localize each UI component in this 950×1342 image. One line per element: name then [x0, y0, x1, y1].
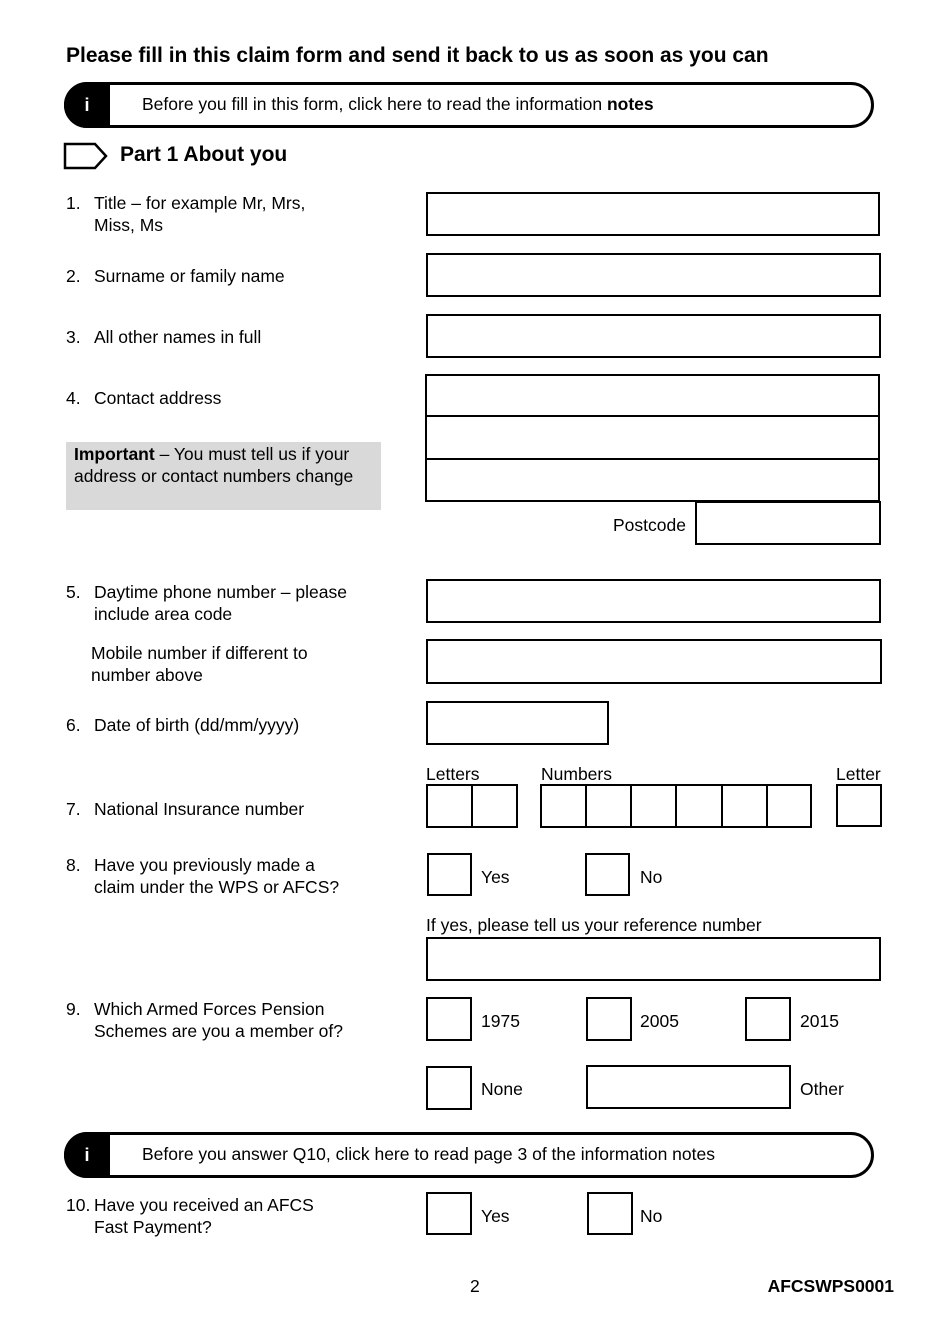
ni-number-box-3[interactable]	[630, 784, 677, 828]
info-notes-link[interactable]	[64, 82, 874, 128]
surname-input[interactable]	[426, 253, 881, 297]
q5-label: Daytime phone number – please include area code	[94, 582, 347, 624]
q8-no-label: No	[640, 867, 663, 887]
q8-yes-label: Yes	[481, 867, 510, 887]
ni-number-box-1[interactable]	[540, 784, 587, 828]
scheme-none-checkbox[interactable]	[426, 1066, 472, 1110]
q8-yes-checkbox[interactable]	[427, 853, 472, 896]
scheme-1975-label: 1975	[481, 1011, 520, 1031]
q1-number: 1.	[66, 193, 81, 213]
ni-number-box-6[interactable]	[766, 784, 812, 828]
important-note: Important – You must tell us if your address or contact numbers change	[66, 442, 381, 510]
ni-letters-caption: Letters	[426, 764, 480, 784]
scheme-1975-checkbox[interactable]	[426, 997, 472, 1041]
reference-number-input[interactable]	[426, 937, 881, 981]
info-notes-q10-link[interactable]	[64, 1132, 874, 1178]
other-names-input[interactable]	[426, 314, 881, 358]
form-code: AFCSWPS0001	[767, 1276, 894, 1296]
daytime-phone-input[interactable]	[426, 579, 881, 623]
arrow-tag-icon	[63, 142, 109, 170]
info-icon: i	[64, 82, 110, 128]
q5-number: 5.	[66, 582, 81, 602]
ni-final-letter-box[interactable]	[836, 784, 882, 827]
ni-number-box-4[interactable]	[675, 784, 723, 828]
q10-label: Have you received an AFCS Fast Payment?	[94, 1195, 314, 1237]
scheme-other-input[interactable]	[586, 1065, 791, 1109]
q10-no-label: No	[640, 1206, 663, 1226]
postcode-input[interactable]	[695, 501, 881, 545]
scheme-2005-checkbox[interactable]	[586, 997, 632, 1041]
ni-letter-box-1[interactable]	[426, 784, 473, 828]
mobile-phone-input[interactable]	[426, 639, 882, 684]
q4-label: Contact address	[94, 388, 222, 408]
q9-number: 9.	[66, 999, 81, 1019]
info-notes-text: Before you fill in this form, click here to read the information notes	[142, 94, 654, 114]
q10-yes-label: Yes	[481, 1206, 510, 1226]
date-of-birth-input[interactable]	[426, 701, 609, 745]
info-notes-q10-text: Before you answer Q10, click here to read page 3 of the information notes	[142, 1144, 715, 1164]
q6-number: 6.	[66, 715, 81, 735]
scheme-2015-checkbox[interactable]	[745, 997, 791, 1041]
scheme-none-label: None	[481, 1079, 523, 1099]
scheme-2015-label: 2015	[800, 1011, 839, 1031]
address-line-1-input[interactable]	[425, 374, 880, 417]
info-icon: i	[64, 1132, 110, 1178]
part-title: Part 1 About you	[120, 143, 288, 166]
q8-number: 8.	[66, 855, 81, 875]
q10-number: 10.	[66, 1195, 91, 1215]
q4-number: 4.	[66, 388, 81, 408]
scheme-2005-label: 2005	[640, 1011, 679, 1031]
ni-letter-caption: Letter	[836, 764, 881, 784]
title-input[interactable]	[426, 192, 880, 236]
q6-label: Date of birth (dd/mm/yyyy)	[94, 715, 300, 735]
q9-label: Which Armed Forces Pension Schemes are you a member of?	[94, 999, 344, 1041]
q1-label: Title – for example Mr, Mrs, Miss, Ms	[94, 193, 306, 235]
reference-prompt: If yes, please tell us your reference number	[426, 915, 762, 935]
q10-no-checkbox[interactable]	[587, 1192, 633, 1235]
ni-numbers-caption: Numbers	[541, 764, 612, 784]
address-line-3-input[interactable]	[425, 458, 880, 502]
q7-label: National Insurance number	[94, 799, 305, 819]
page-number: 2	[470, 1276, 480, 1296]
ni-number-box-5[interactable]	[721, 784, 768, 828]
q2-number: 2.	[66, 266, 81, 286]
q8-label: Have you previously made a claim under the WPS or AFCS?	[94, 855, 340, 897]
address-line-2-input[interactable]	[425, 415, 880, 460]
q8-no-checkbox[interactable]	[585, 853, 630, 896]
q10-yes-checkbox[interactable]	[426, 1192, 472, 1235]
q3-number: 3.	[66, 327, 81, 347]
q2-label: Surname or family name	[94, 266, 285, 286]
q7-number: 7.	[66, 799, 81, 819]
scheme-other-label: Other	[800, 1079, 844, 1099]
mobile-label: Mobile number if different to number above	[91, 643, 308, 685]
postcode-label: Postcode	[613, 515, 686, 535]
form-heading: Please fill in this claim form and send it back to us as soon as you can	[66, 44, 769, 67]
ni-letter-box-2[interactable]	[471, 784, 518, 828]
q3-label: All other names in full	[94, 327, 262, 347]
ni-number-box-2[interactable]	[585, 784, 632, 828]
